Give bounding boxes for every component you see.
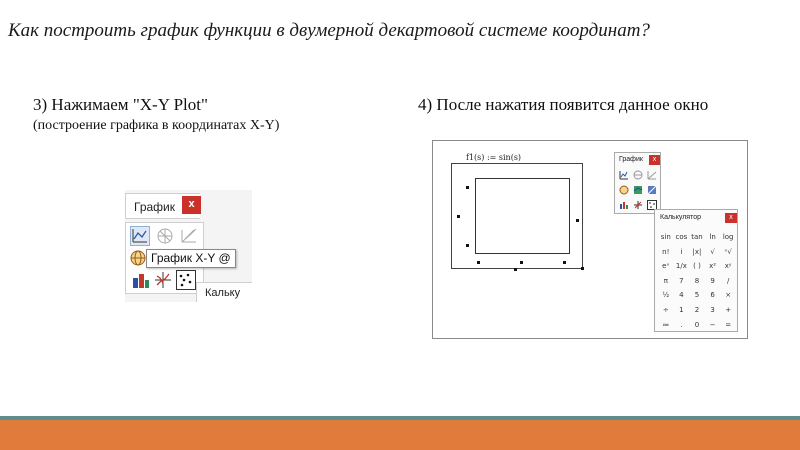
calculator-palette xyxy=(654,209,738,332)
surface-plot-icon[interactable] xyxy=(647,170,657,180)
calculator-key[interactable]: − xyxy=(709,320,716,329)
bar-3d-plot-icon[interactable] xyxy=(619,200,629,210)
calculator-key[interactable]: / xyxy=(726,276,730,285)
calculator-key[interactable]: |x| xyxy=(692,247,702,256)
calculator-key[interactable]: 9 xyxy=(710,276,715,285)
y-axis-placeholder[interactable] xyxy=(457,215,460,218)
calculator-key[interactable]: xʸ xyxy=(724,262,732,271)
calculator-key[interactable]: = xyxy=(725,320,732,329)
calculator-key[interactable]: sin xyxy=(660,233,671,241)
xy-plot-tooltip: График X-Y @ xyxy=(146,249,236,268)
calculator-key[interactable]: ( ) xyxy=(693,262,701,271)
scatter-plot-icon[interactable] xyxy=(176,270,196,290)
vector-field-plot-icon[interactable] xyxy=(633,200,643,210)
calculator-key[interactable]: ½ xyxy=(662,291,670,300)
calculator-partial xyxy=(196,282,252,302)
calculator-key[interactable]: 5 xyxy=(694,291,700,300)
calculator-key[interactable]: π xyxy=(663,276,668,285)
calculator-keys xyxy=(658,230,736,332)
palette-close-button[interactable]: x xyxy=(182,196,201,214)
calculator-close-button[interactable]: x xyxy=(725,213,737,223)
calculator-key[interactable]: eˣ xyxy=(662,262,670,271)
mini-palette-title: График xyxy=(619,156,643,163)
calculator-key[interactable]: ≔ xyxy=(662,320,670,329)
calculator-key[interactable]: 2 xyxy=(694,305,700,314)
contour-plot-icon[interactable] xyxy=(633,185,643,195)
step3-subtitle: (построение графика в координатах X-Y) xyxy=(33,118,280,133)
plot-resize-handle-right[interactable] xyxy=(576,219,579,222)
calculator-key[interactable]: + xyxy=(725,305,732,314)
step3-heading: 3) Нажимаем "X-Y Plot" xyxy=(33,95,208,114)
polar-plot-icon[interactable] xyxy=(155,226,175,246)
calculator-key[interactable]: x² xyxy=(709,262,717,271)
slide-title: Как построить график функции в двумерной декартовой системе координат? xyxy=(8,20,650,41)
calculator-key[interactable]: tan xyxy=(691,233,703,241)
x-axis-placeholder[interactable] xyxy=(520,261,523,264)
plot-resize-handle-bottom[interactable] xyxy=(514,268,517,271)
calculator-partial-title: Кальку xyxy=(205,287,241,299)
calculator-key[interactable]: 6 xyxy=(710,291,715,300)
plot-resize-handle-corner[interactable] xyxy=(581,267,584,270)
xy-plot-area[interactable] xyxy=(475,178,570,254)
calculator-key[interactable]: 1/x xyxy=(675,262,687,271)
surface-plot-icon[interactable] xyxy=(179,226,199,246)
calculator-key[interactable]: × xyxy=(725,291,732,300)
step4-heading: 4) После нажатия появится данное окно xyxy=(418,95,709,114)
calculator-key[interactable]: ÷ xyxy=(662,305,669,314)
y-max-placeholder[interactable] xyxy=(466,186,469,189)
graph-palette xyxy=(614,152,661,214)
globe-plot-icon[interactable] xyxy=(128,248,148,268)
calculator-key[interactable]: 1 xyxy=(679,305,684,314)
palette-title: График xyxy=(134,200,175,214)
xy-plot-icon[interactable] xyxy=(619,170,629,180)
calculator-key[interactable]: 8 xyxy=(694,276,700,285)
y-min-placeholder[interactable] xyxy=(466,244,469,247)
calculator-key[interactable]: ⁿ√ xyxy=(724,247,732,256)
function-definition: f1(s) := sin(s) xyxy=(466,153,522,162)
footer-bar xyxy=(0,420,800,450)
calculator-key[interactable]: 7 xyxy=(679,276,684,285)
calculator-key[interactable]: √ xyxy=(710,247,715,256)
bar-3d-plot-icon[interactable] xyxy=(131,270,151,290)
x-max-placeholder[interactable] xyxy=(563,261,566,264)
xy-plot-icon[interactable] xyxy=(130,226,150,246)
calculator-key[interactable]: 0 xyxy=(694,320,700,329)
calculator-key[interactable]: cos xyxy=(675,233,688,241)
calculator-key[interactable]: ln xyxy=(709,233,716,241)
vector-field-plot-icon[interactable] xyxy=(153,270,173,290)
calculator-key[interactable]: n! xyxy=(662,247,670,256)
x-min-placeholder[interactable] xyxy=(477,261,480,264)
calculator-key[interactable]: 4 xyxy=(679,291,684,300)
calculator-key[interactable]: . xyxy=(680,320,683,329)
polar-plot-icon[interactable] xyxy=(633,170,643,180)
mini-palette-close-button[interactable]: x xyxy=(649,155,660,165)
calculator-key[interactable]: 3 xyxy=(710,305,715,314)
globe-plot-icon[interactable] xyxy=(619,185,629,195)
3d-plot-icon[interactable] xyxy=(647,185,657,195)
calculator-key[interactable]: i xyxy=(680,247,683,256)
calculator-key[interactable]: log xyxy=(722,233,734,241)
calculator-title: Калькулятор xyxy=(660,214,701,221)
